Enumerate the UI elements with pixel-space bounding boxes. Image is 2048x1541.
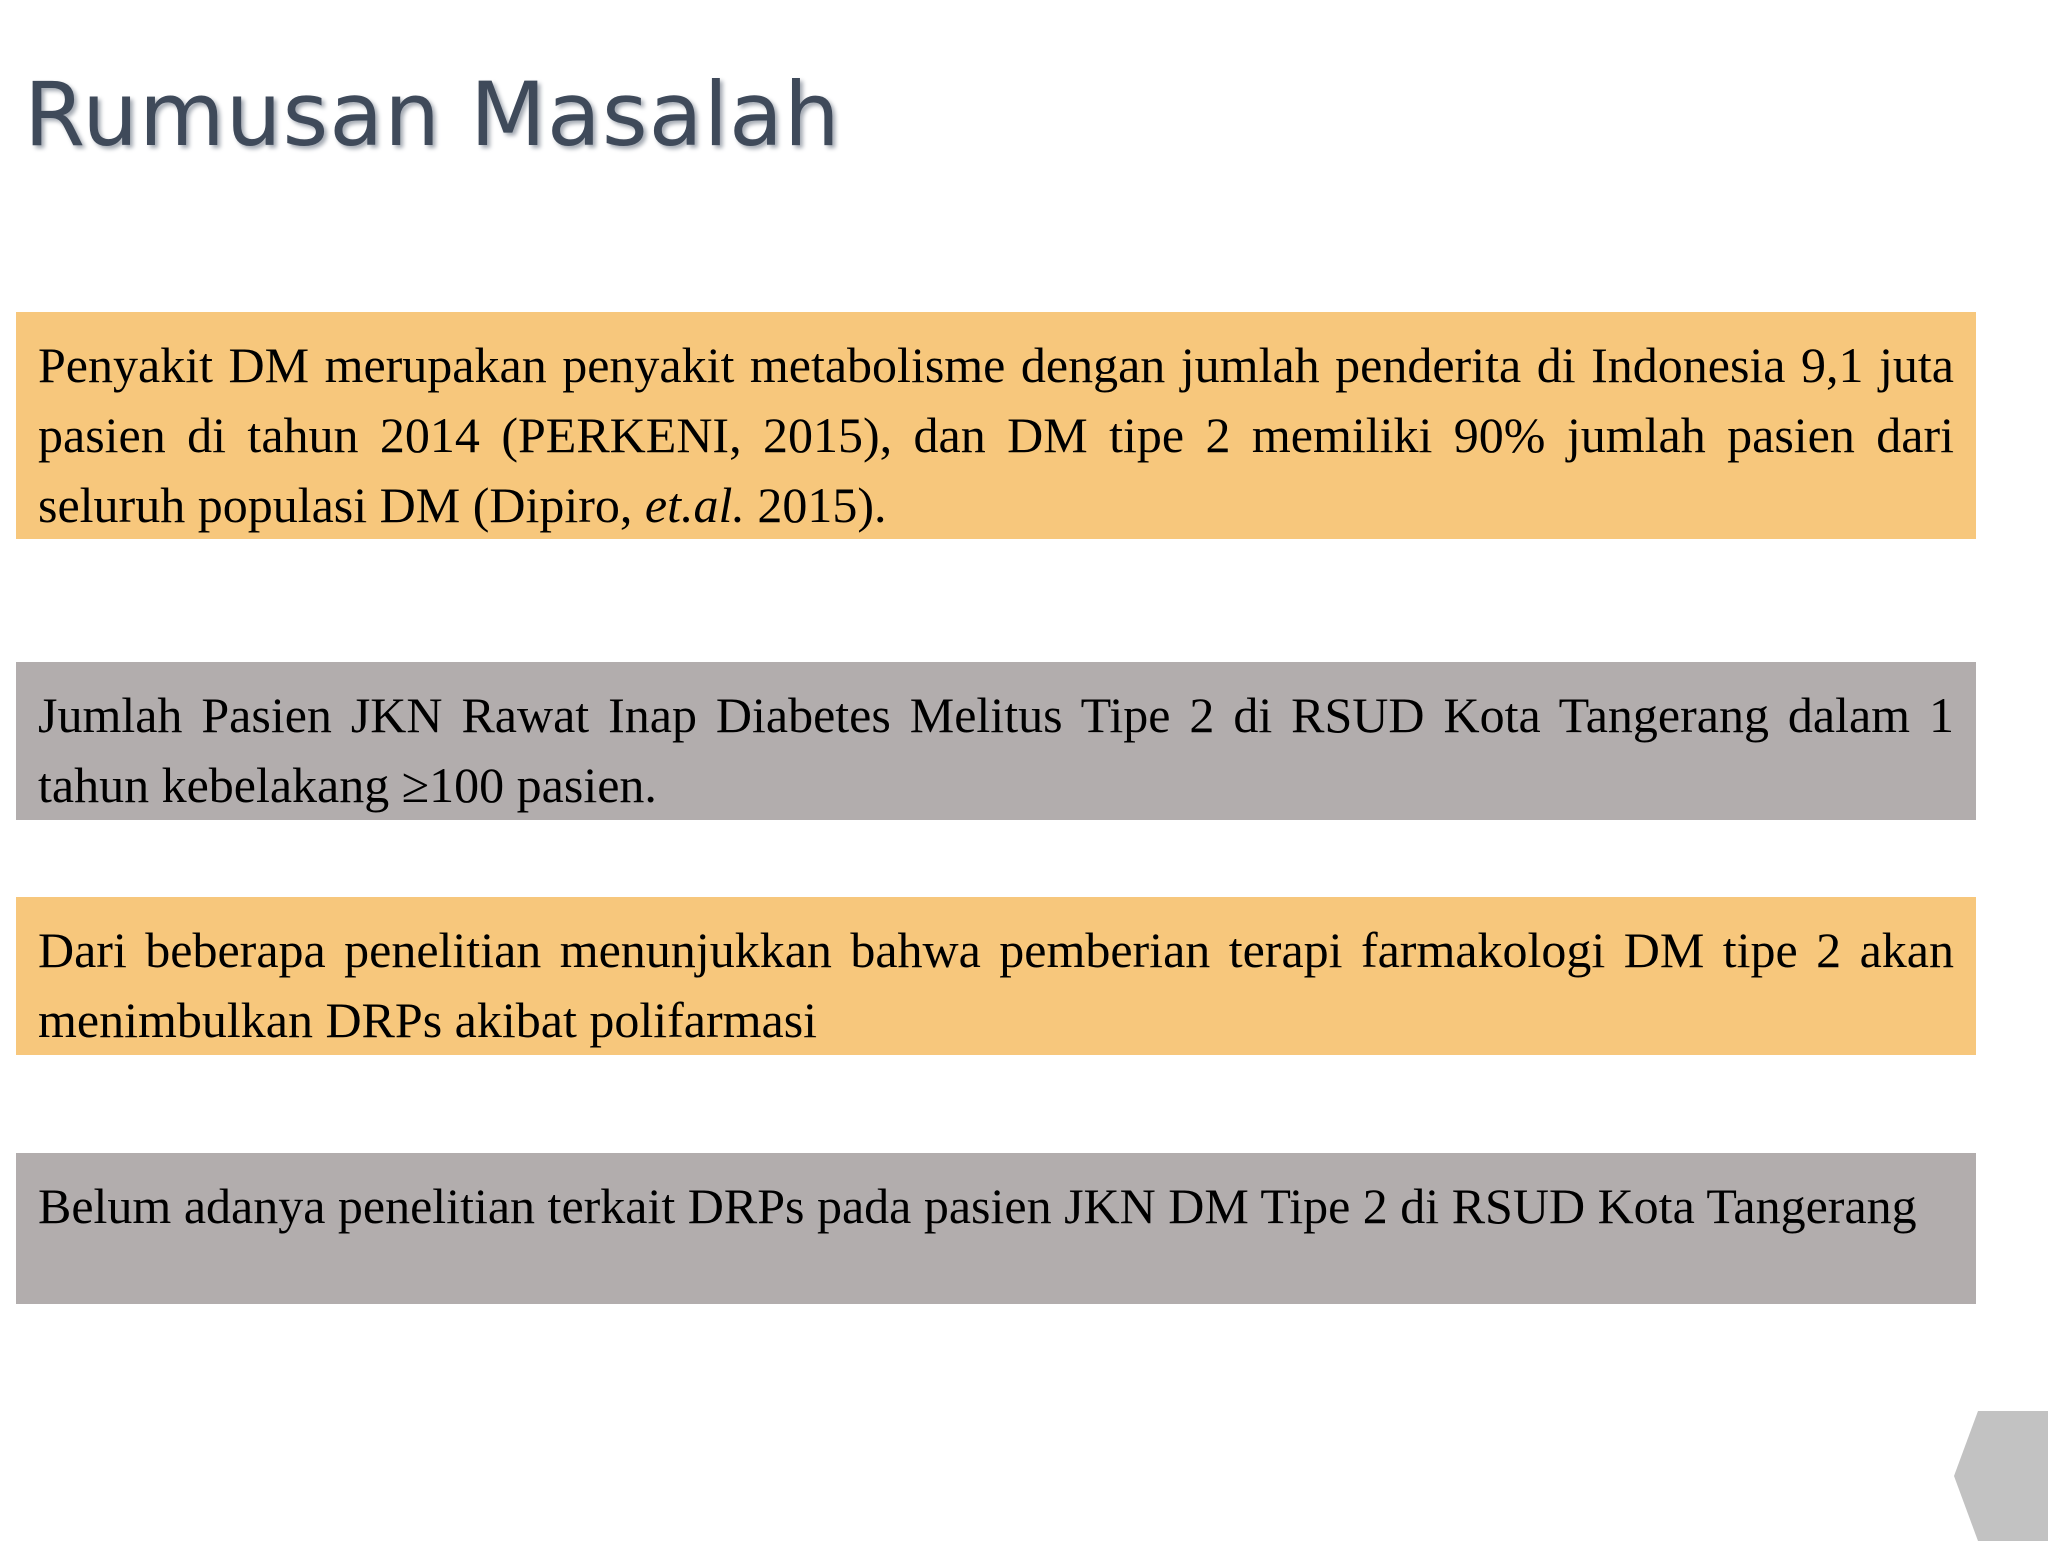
problem-box-1 [16, 312, 1976, 539]
corner-tab-shape [1954, 1411, 2048, 1541]
slide-title: Rumusan Masalah [24, 63, 841, 166]
problem-box-4-text: Belum adanya penelitian terkait DRPs pada pasien JKN DM Tipe 2 di RSUD Kota Tangerang [38, 1178, 1917, 1234]
problem-box-1-text-end: 2015). [744, 477, 887, 533]
problem-box-2-text: Jumlah Pasien JKN Rawat Inap Diabetes Melitus Tipe 2 di RSUD Kota Tangerang dalam 1 tahun kebelakang ≥100 pasien. [38, 687, 1954, 813]
problem-box-1-italic: et.al. [644, 477, 745, 533]
problem-box-1-text: Penyakit DM merupakan penyakit metabolisme dengan jumlah penderita di Indonesia 9,1 juta pasien di tahun 2014 (PERKENI, 2015), dan DM tipe 2 memiliki 90% jumlah pasien dari seluruh populasi DM (Dipiro, [38, 337, 1954, 533]
problem-box-3 [16, 897, 1976, 1055]
corner-tab-polygon [1954, 1411, 2048, 1541]
problem-box-2 [16, 662, 1976, 820]
problem-box-3-text: Dari beberapa penelitian menunjukkan bahwa pemberian terapi farmakologi DM tipe 2 akan menimbulkan DRPs akibat polifarmasi [38, 922, 1954, 1048]
problem-box-4 [16, 1153, 1976, 1304]
